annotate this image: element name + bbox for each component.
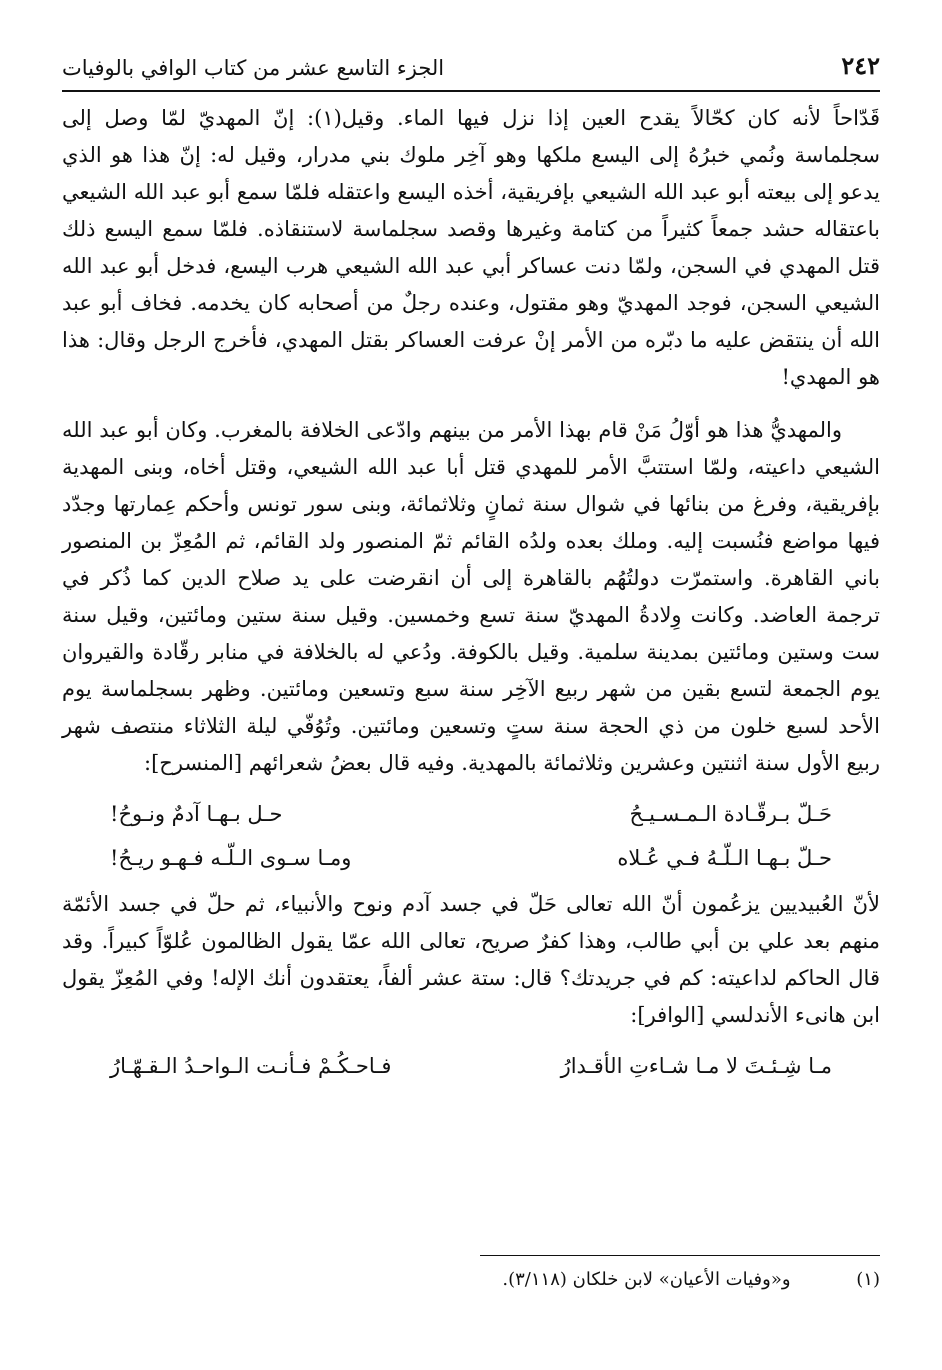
verse-second-hemistich: حـل بـهـا آدمٌ ونـوحُ! [110,802,283,826]
poem-2-verse-1 [62,1044,880,1088]
poem-1-verse-2 [62,836,880,880]
poem-1 [62,792,880,880]
verse-first-hemistich: حَـلّ بـرقّـادة الـمـسـيـحُ [629,802,832,826]
running-title: الجزء التاسع عشر من كتاب الوافي بالوفيات [62,56,445,80]
footnote-text: و«وفيات الأعيان» لابن خلكان (٣/١١٨). [502,1269,791,1290]
paragraph-3: لأنّ العُبيديين يزعُمون أنّ الله تعالى حَلّ في جسد آدم ونوح والأنبياء، ثم حلّ في جسد الأئمّة منهم بعد علي بن أبي طالب، وهذا كفرٌ صريح، تعالى الله عمّا يقول الظالمون عُلوّاً كبيراً. وقد قال الحاكم لداعيته: كم في جريدتك؟ قال: ستة عشر ألفاً، يعتقدون أنك الإله! وفي المُعِزّ يقول ابن هانىء الأندلسي [الوافر]: [62,892,880,1027]
page-header [62,40,880,80]
footnote-number: (١) [856,1269,880,1290]
poem-2 [62,1044,880,1088]
verse-second-hemistich: فـاحـكُـمْ فـأنـت الـواحـدُ الـقـهّـارُ [110,1054,392,1078]
page-number: ٢٤٢ [841,51,880,80]
paragraph-2: والمهديُّ هذا هو أوّلُ مَنْ قام بهذا الأمر من بينهم وادّعى الخلافة بالمغرب. وكان أبو عبد الله الشيعي داعيته، ولمّا استتبَّ الأمر للمهدي قتل أبا عبد الله الشيعي، وقتل أخاه، وبنى المهدية بإفريقية، وفرغ من بنائها في شوال سنة ثمانٍ وثلاثمائة، وبنى سور تونس وأحكم عِمارتها وجدّد فيها مواضع فنُسبت إليه. وملك بعده ولدُه القائم ثمّ المنصور ولد القائم، ثم المُعِزّ بن المنصور باني القاهرة. واستمرّت دولتُهُم بالقاهرة إلى أن انقرضت على يد صلاح الدين كما ذُكر في ترجمة العاضد. وكانت وِلادةُ المهديّ سنة تسع وخمسين. وقيل سنة ستين ومائتين، وقيل سنة ست وستين ومائتين بمدينة سلمية. وقيل بالكوفة. ودُعي له بالخلافة في منابر رقّادة والقيروان يوم الجمعة لتسع بقين من شهر ربيع الآخِر سنة سبع وتسعين ومائتين. وظهر بسجلماسة يوم الأحد لسبع خلون من ذي الحجة سنة ستٍ وتسعين ومائتين. وتُوُفّي ليلة الثلاثاء منتصف شهر ربيع الأول سنة اثنتين وعشرين وثلاثمائة بالمهدية. وفيه قال بعضُ شعرائهم [المنسرح]: [62,418,880,775]
header-divider [62,90,880,92]
main-text [62,100,880,1094]
poem-1-verse-1 [62,792,880,836]
verse-first-hemistich: حـلّ بـهـا الـلّـهُ فـي عُـلاه [617,846,832,870]
paragraph-1: قَدّاحاً لأنه كان كحّالاً يقدح العين إذا نزل فيها الماء. وقيل(١): إنّ المهديّ لمّا وصل إلى سجلماسة ونُمي خبرُهُ إلى اليسع ملكها وهو آخِر ملوك بني مدرار، وقيل له: إنّ هذا هو الذي يدعو إلى بيعته أبو عبد الله الشيعي بإفريقية، أخذه اليسع واعتقله فلمّا سمع أبو عبد الله الشيعي باعتقاله حشد جمعاً كثيراً من كتامة وغيرها وقصد سجلماسة لاستنقاذه. فلمّا سمع اليسع ذلك قتل المهدي في السجن، ولمّا دنت عساكر أبي عبد الله الشيعي هرب اليسع، فدخل أبو عبد الله الشيعي السجن، فوجد المهديّ وهو مقتول، وعنده رجلٌ من أصحابه كان يخدمه. فخاف أبو عبد الله أن ينتقض عليه ما دبّره من الأمر إنْ عرفت العساكر بقتل المهدي، فأخرج الرجل وقال: هذا هو المهدي! [62,106,881,389]
verse-second-hemistich: ومـا سـوى الـلّـه فـهـو ريـحُ! [110,846,352,870]
footnote-divider [480,1255,880,1256]
verse-first-hemistich: مـا شِـئـتَ لا مـا شـاءتِ الأقـدارُ [560,1054,832,1078]
footnote [62,1265,880,1295]
